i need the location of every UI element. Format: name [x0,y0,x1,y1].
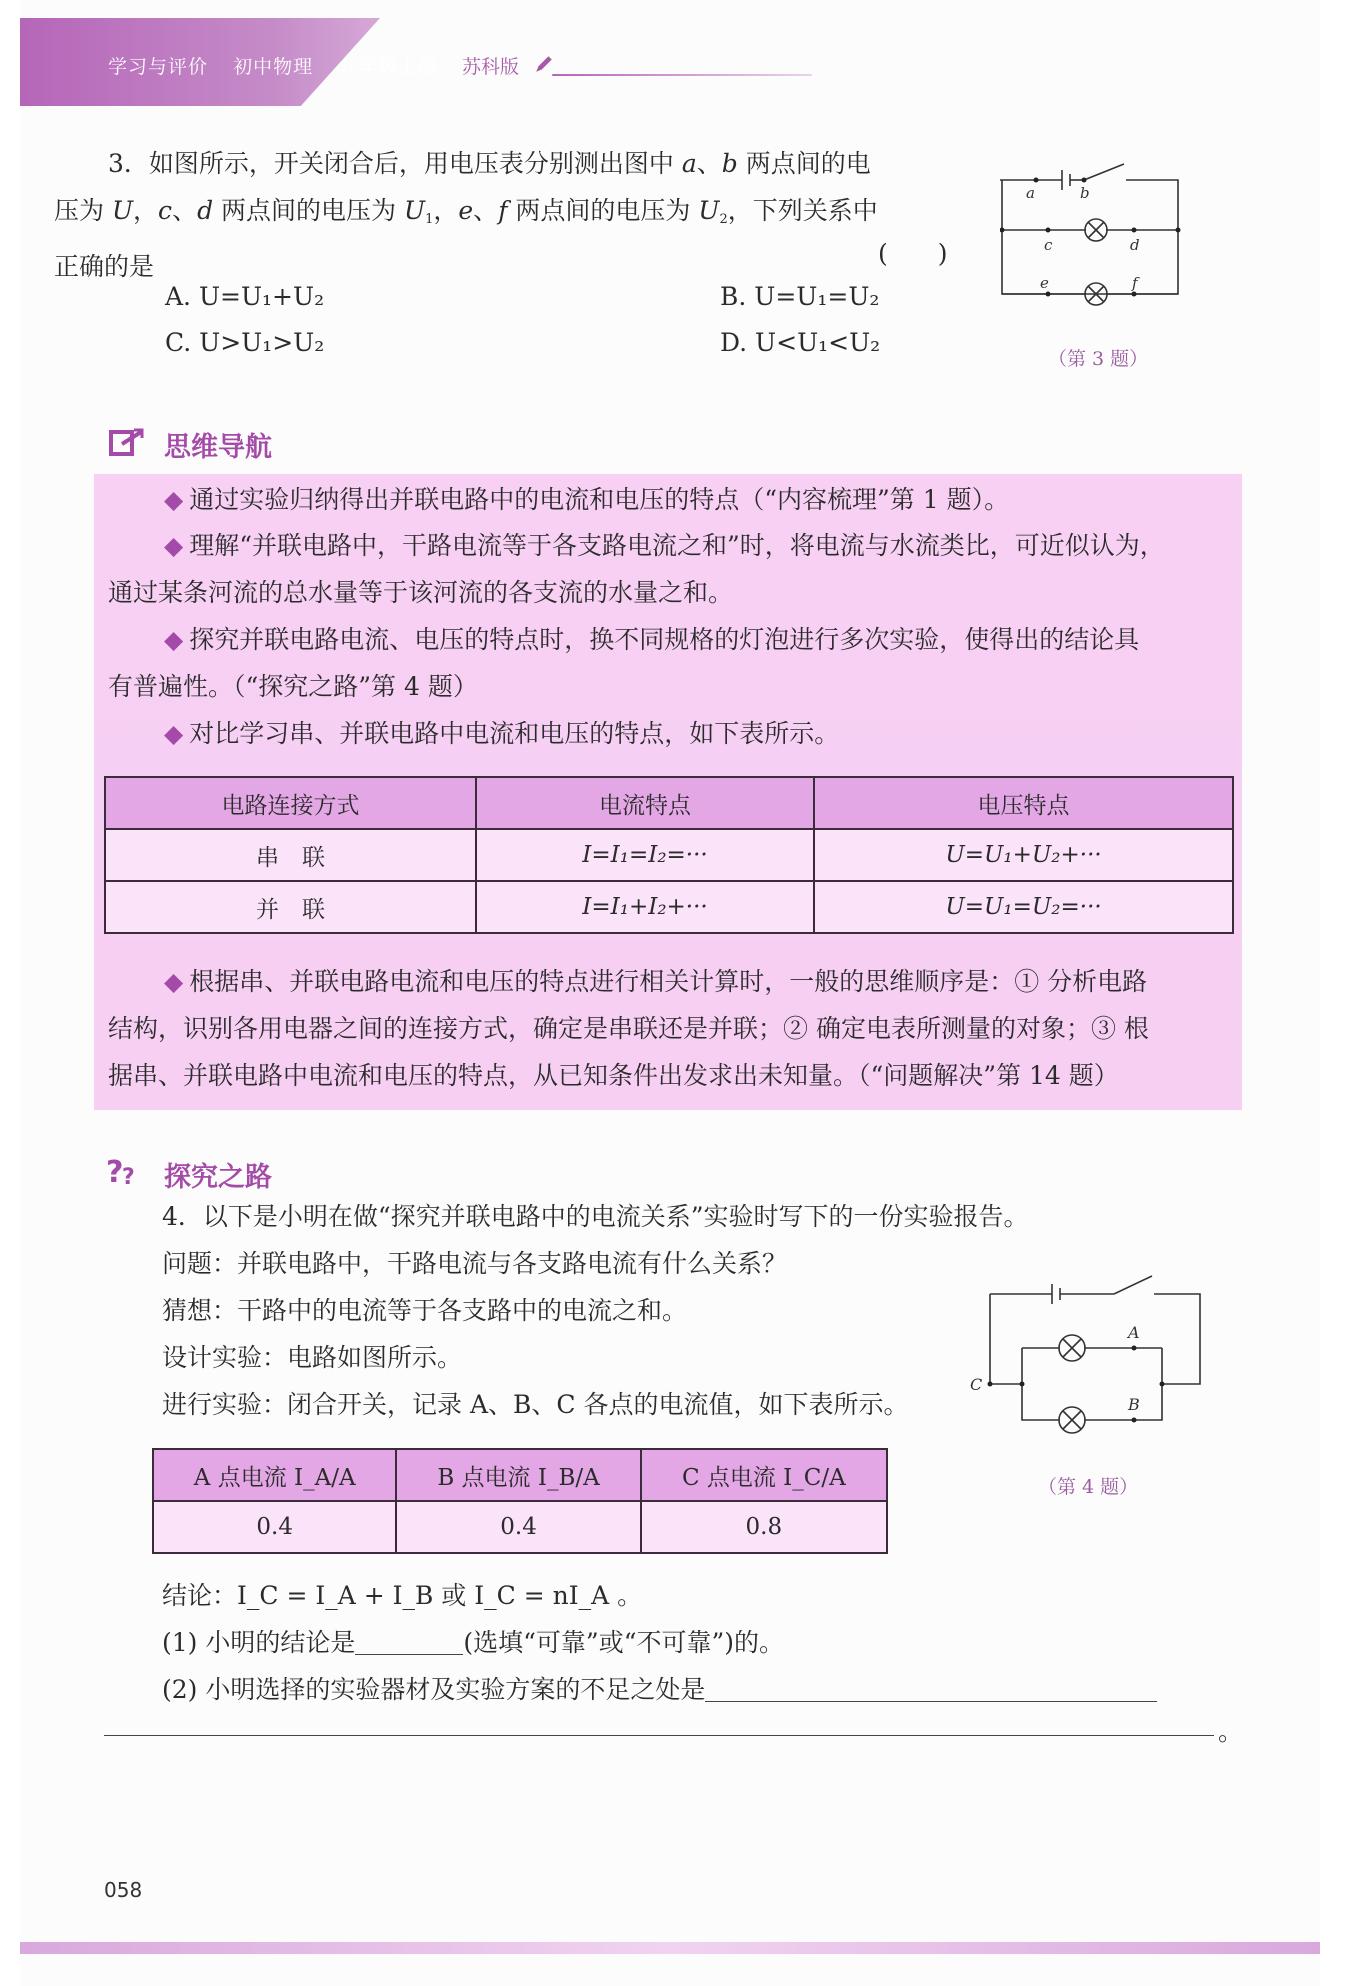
guide-icon [108,428,144,458]
inquiry-icon [106,1152,146,1188]
q3-stem [54,140,968,290]
table-cell: 0.4 [153,1501,396,1553]
q4-subquestion-2: (2) 小明选择的实验器材及实验方案的不足之处是 [162,1666,1157,1713]
fig3-label-c: c [1044,236,1053,254]
svg-text:?: ? [106,1155,124,1188]
q4-circuit-diagram [964,1272,1204,1452]
answer-bracket: ( ) [878,239,948,268]
q4-conclusion-block [162,1572,1157,1713]
page-number: 058 [104,1878,143,1902]
header-subject: 初中物理 [233,56,314,78]
table-cell: I=I₁+I₂+··· [476,881,814,933]
q3-figure-caption: （第 3 题） [1048,348,1149,370]
q4-stem [162,1193,1028,1428]
table-cell: U=U₁+U₂+··· [814,829,1233,881]
guide-bullet-1: ◆ 通过实验归纳得出并联电路中的电流和电压的特点（“内容梳理”第 1 题）。 [164,485,1010,514]
current-data-table [152,1448,888,1554]
pen-icon [534,54,554,74]
q3-option-b: B. U=U₁=U₂ [720,282,880,311]
q4-figure-caption: （第 4 题） [1038,1476,1139,1498]
header-underline [552,74,812,76]
answer-blank-2[interactable] [705,1701,1157,1702]
table-cell: 并 联 [105,881,476,933]
q4-subquestion-1: (1) 小明的结论是 (选填“可靠”或“不可靠”)的。 [162,1628,785,1657]
diamond-icon: ◆ [164,625,184,654]
diamond-icon: ◆ [164,719,184,748]
q4-hypothesis: 猜想：干路中的电流等于各支路中的电流之和。 [162,1296,688,1325]
table-header: 电路连接方式 [105,777,476,829]
table-header: 电流特点 [476,777,814,829]
table-cell: 0.8 [641,1501,887,1553]
table-cell: U=U₁=U₂=··· [814,881,1233,933]
q4-conclusion: 结论：I_C = I_A + I_B 或 I_C = nI_A 。 [162,1581,643,1610]
diamond-icon: ◆ [164,531,184,560]
q3-option-c: C. U>U₁>U₂ [165,328,325,357]
fig3-label-d: d [1130,236,1140,254]
q3-line3: 正确的是 [54,252,155,281]
fig3-label-a: a [1026,184,1035,202]
q4-design: 设计实验：电路如图所示。 [162,1343,463,1372]
series-parallel-table [104,776,1234,934]
table-header: A 点电流 I_A/A [153,1449,396,1501]
section-title-inquiry: 探究之路 [164,1162,272,1193]
table-row [105,881,1233,933]
guide-bullet-5: ◆ 根据串、并联电路电流和电压的特点进行相关计算时，一般的思维顺序是：① 分析电路 结构，识别各用电器之间的连接方式，确定是串联还是并联；② 确定电表所测量的对象；③ 根 据串、并联电路中电流和电压的特点，从已知条件出发求出未知量。（“问题解决”第 14 题） [108,967,1149,1090]
table-row [153,1501,887,1553]
table-header: C 点电流 I_C/A [641,1449,887,1501]
diamond-icon: ◆ [164,967,184,996]
q4-line1: 4．以下是小明在做“探究并联电路中的电流关系”实验时写下的一份实验报告。 [162,1202,1029,1231]
fig4-label-b: B [1128,1395,1140,1414]
q4-procedure: 进行实验：闭合开关，记录 A、B、C 各点的电流值，如下表所示。 [162,1390,909,1419]
guide-bullet-2: ◆ 理解“并联电路中，干路电流等于各支路电流之和”时，将电流与水流类比，可近似认为， 通过某条河流的总水量等于该河流的各支流的水量之和。 [108,531,1165,607]
fig4-label-a: A [1128,1323,1140,1342]
answer-blank-1[interactable] [355,1654,463,1655]
footer-bar [20,1942,1320,1954]
header-edition: 苏科版 [462,56,520,78]
header-title [108,52,456,79]
fig3-label-e: e [1040,274,1049,292]
guide-bullet-3: ◆ 探究并联电路电流、电压的特点时，换不同规格的灯泡进行多次实验，使得出的结论具 有普遍性。（“探究之路”第 4 题） [108,625,1140,701]
q3-line1: 3．如图所示，开关闭合后，用电压表分别测出图中 a、b 两点间的电 [108,149,871,178]
header-grade: 九年级上册 [338,56,439,78]
header-series: 学习与评价 [108,56,209,78]
q3-option-a: A. U=U₁+U₂ [165,282,325,311]
section-title-guide: 思维导航 [164,432,272,463]
answer-blank-3[interactable] [104,1735,1214,1736]
fig3-label-b: b [1080,184,1090,202]
table-cell: 串 联 [105,829,476,881]
table-header: B 点电流 I_B/A [396,1449,640,1501]
table-row [105,829,1233,881]
q3-circuit-diagram [1000,162,1190,312]
q3-line2: 压为 U，c、d 两点间的电压为 $U_1$，e、f 两点间的电压为 $U_2$，下列关系中 [54,196,878,227]
svg-text:?: ? [122,1165,135,1188]
q4-question: 问题：并联电路中，干路电流与各支路电流有什么关系？ [162,1249,788,1278]
table-header: 电压特点 [814,777,1233,829]
table-header-row [105,777,1233,829]
end-period: 。 [1218,1717,1244,1746]
fig3-label-f: f [1132,274,1138,292]
guide-bullet-4: ◆ 对比学习串、并联电路中电流和电压的特点，如下表所示。 [164,719,840,748]
q3-option-d: D. U<U₁<U₂ [720,328,881,357]
table-header-row [153,1449,887,1501]
fig4-label-c: C [970,1375,983,1394]
table-cell: 0.4 [396,1501,640,1553]
diamond-icon: ◆ [164,485,184,514]
table-cell: I=I₁=I₂=··· [476,829,814,881]
